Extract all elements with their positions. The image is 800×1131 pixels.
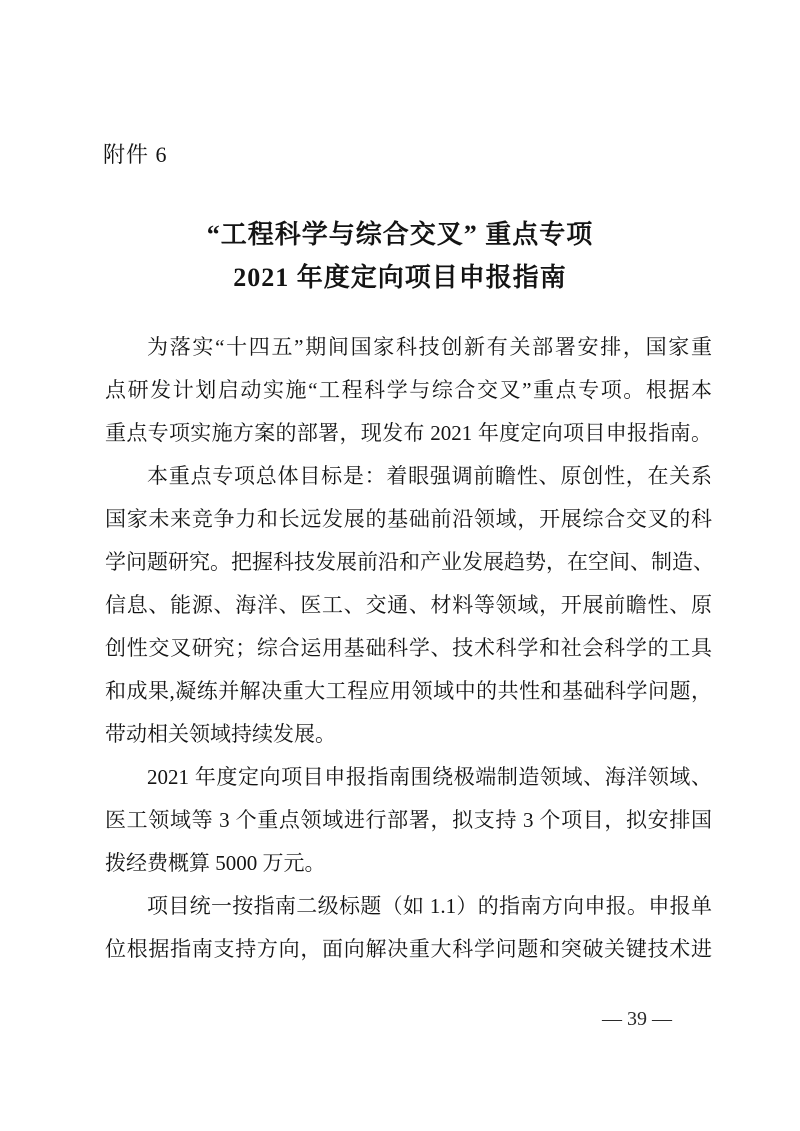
body-line: 为落实“十四五”期间国家科技创新有关部署安排，国家重 [147,335,712,359]
body-line: 带动相关领域持续发展。 [105,722,336,746]
body-line: 点研发计划启动实施“工程科学与综合交叉”重点专项。根据本 [105,378,712,402]
title-line-1: “工程科学与综合交叉” 重点专项 [206,220,594,249]
page-footer [602,1006,672,1032]
body-line: 本重点专项总体目标是：着眼强调前瞻性、原创性，在关系 [147,464,712,488]
body-line: 信息、能源、海洋、医工、交通、材料等领域，开展前瞻性、原 [105,593,712,617]
document-title [0,213,800,299]
body-line: 医工领域等 3 个重点领域进行部署，拟支持 3 个项目，拟安排国 [105,808,712,832]
title-line-2: 2021 年度定向项目申报指南 [233,263,567,292]
body-line: 2021 年度定向项目申报指南围绕极端制造领域、海洋领域、 [147,765,712,789]
body-line: 项目统一按指南二级标题（如 1.1）的指南方向申报。申报单 [147,894,712,918]
attachment-label: 附件 6 [103,142,168,167]
document-body [105,326,712,971]
body-line: 拨经费概算 5000 万元。 [105,851,326,875]
body-line: 创性交叉研究；综合运用基础科学、技术科学和社会科学的工具 [105,636,712,660]
body-line: 学问题研究。把握科技发展前沿和产业发展趋势，在空间、制造、 [105,550,714,574]
body-line: 和成果,凝练并解决重大工程应用领域中的共性和基础科学问题， [105,679,712,703]
body-line: 国家未来竞争力和长远发展的基础前沿领域，开展综合交叉的科 [105,507,712,531]
body-line: 重点专项实施方案的部署，现发布 2021 年度定向项目申报指南。 [105,421,712,445]
body-line: 位根据指南支持方向，面向解决重大科学问题和突破关键技术进 [105,937,712,961]
page-number: — 39 — [602,1008,672,1030]
